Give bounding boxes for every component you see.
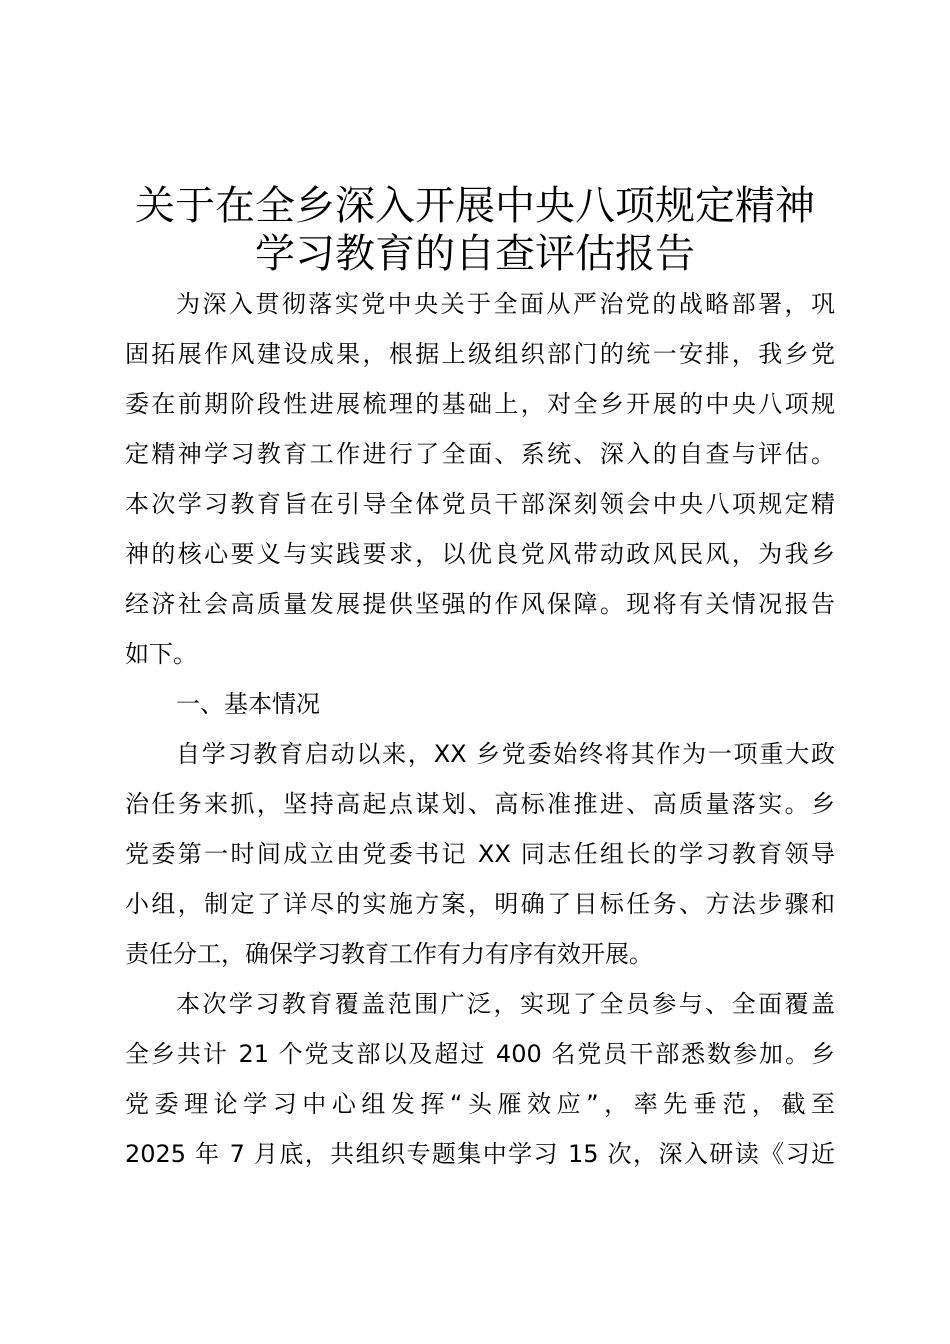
paragraph-1-line: 如下。 xyxy=(125,640,197,668)
paragraph-3-line: 本次学习教育覆盖范围广泛，实现了全员参与、全面覆盖 xyxy=(176,990,835,1018)
paragraph-2-line: 小组，制定了详尽的实施方案，明确了目标任务、方法步骤和 xyxy=(125,890,835,918)
paragraph-3-line: 党委理论学习中心组发挥“头雁效应”，率先垂范，截至 xyxy=(125,1090,835,1118)
paragraph-3-line: 2025 年 7 月底，共组织专题集中学习 15 次，深入研读《习近 xyxy=(125,1140,835,1168)
paragraph-2-line: 治任务来抓，坚持高起点谋划、高标准推进、高质量落实。乡 xyxy=(125,790,835,818)
section-heading: 一、基本情况 xyxy=(176,690,320,718)
paragraph-2-line: 党委第一时间成立由党委书记 XX 同志任组长的学习教育领导 xyxy=(125,840,835,868)
paragraph-2-line: 责任分工，确保学习教育工作有力有序有效开展。 xyxy=(125,940,653,968)
paragraph-1-line: 为深入贯彻落实党中央关于全面从严治党的战略部署，巩 xyxy=(176,290,835,318)
document-title-line-2: 学习教育的自查评估报告 xyxy=(255,231,695,277)
paragraph-2-line: 自学习教育启动以来，XX 乡党委始终将其作为一项重大政 xyxy=(176,740,835,768)
paragraph-1-line: 经济社会高质量发展提供坚强的作风保障。现将有关情况报告 xyxy=(125,590,835,618)
document-title-line-1: 关于在全乡深入开展中央八项规定精神 xyxy=(135,183,815,229)
paragraph-1-line: 神的核心要义与实践要求，以优良党风带动政风民风，为我乡 xyxy=(125,540,835,568)
paragraph-1-line: 委在前期阶段性进展梳理的基础上，对全乡开展的中央八项规 xyxy=(125,390,835,418)
paragraph-1-line: 本次学习教育旨在引导全体党员干部深刻领会中央八项规定精 xyxy=(125,490,835,518)
paragraph-3-line: 全乡共计 21 个党支部以及超过 400 名党员干部悉数参加。乡 xyxy=(125,1040,835,1068)
paragraph-1-line: 固拓展作风建设成果，根据上级组织部门的统一安排，我乡党 xyxy=(125,340,835,368)
paragraph-1-line: 定精神学习教育工作进行了全面、系统、深入的自查与评估。 xyxy=(125,440,835,468)
